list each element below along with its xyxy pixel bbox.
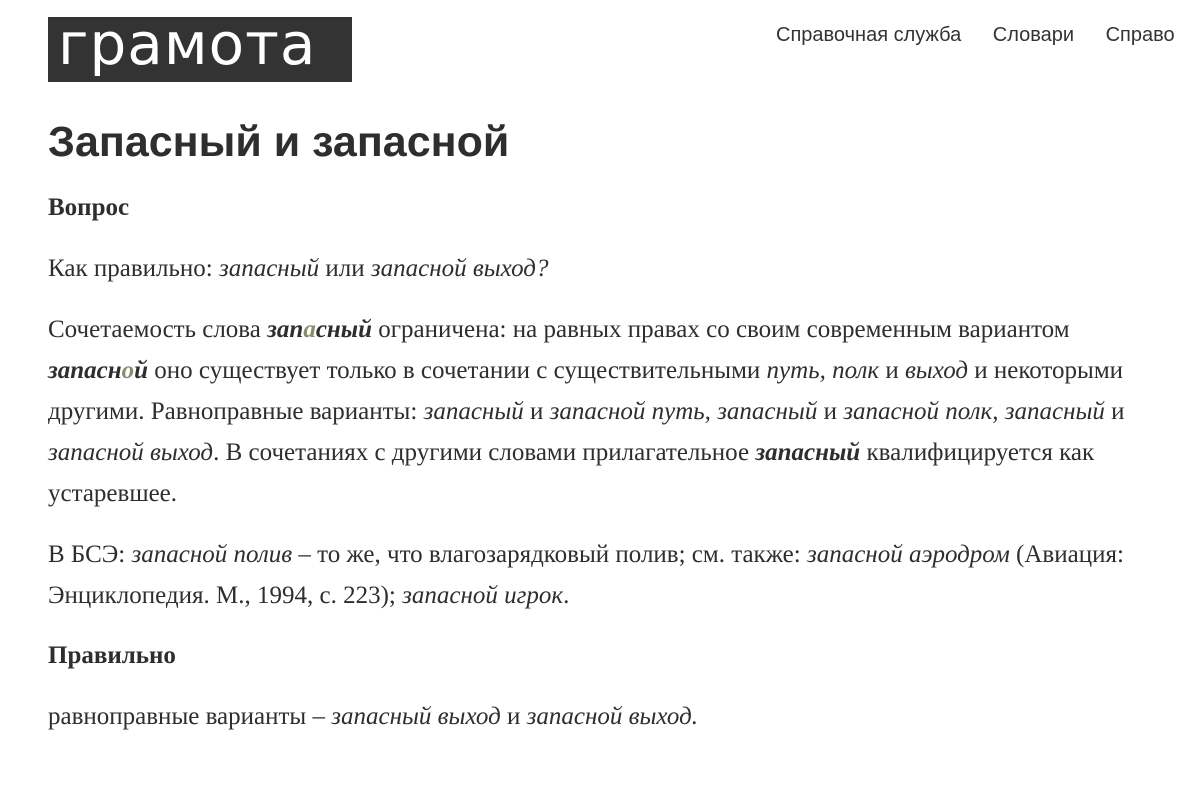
text: и <box>817 398 844 425</box>
example: путь, <box>766 357 826 384</box>
question-text <box>48 248 1148 289</box>
example: запасной игрок <box>402 582 564 609</box>
stressed-word <box>267 316 372 343</box>
question-lead: Как правильно: <box>48 255 219 282</box>
question-option-2: запасной выход? <box>370 255 549 282</box>
example: выход <box>904 357 969 384</box>
word-part: сный <box>315 316 373 343</box>
word-part: зап <box>267 316 304 343</box>
word-part: запасн <box>48 357 122 384</box>
site-logo[interactable]: грамота <box>48 17 352 82</box>
answer-paragraph-2 <box>48 534 1148 616</box>
example: запасной выход <box>48 439 214 466</box>
top-nav <box>776 24 1201 47</box>
question-heading: Вопрос <box>48 194 130 221</box>
example: запасный выход <box>331 703 501 730</box>
text: и <box>523 398 550 425</box>
stressed-vowel: а <box>303 316 316 343</box>
stressed-word <box>48 357 148 384</box>
text: и некоторыми другими. Равноправные варианты: <box>48 357 1124 425</box>
nav-item-dictionaries[interactable]: Словари <box>992 24 1075 46</box>
text: В БСЭ: <box>48 541 132 568</box>
text: ограничена: на равных правах со своим современным вариантом <box>372 316 1070 343</box>
text: и <box>500 703 527 730</box>
example: запасной выход. <box>526 703 698 730</box>
text: . <box>563 582 570 609</box>
text: Сочетаемость слова <box>48 316 268 343</box>
answer-paragraph-1 <box>48 309 1148 514</box>
text: – то же, что влагозарядковый полив; см. также: <box>292 541 807 568</box>
nav-item-reference-truncated[interactable]: Справо <box>1105 24 1175 46</box>
bold-word: запасный <box>755 439 861 466</box>
text: квалифицируется как устаревшее. <box>48 439 1095 507</box>
text: равноправные варианты – <box>48 703 332 730</box>
example: запасный <box>423 398 524 425</box>
example: запасной путь, запасный <box>549 398 818 425</box>
text: (Авиация: Энциклопедия. М., 1994, с. 223); <box>48 541 1124 609</box>
example: запасной полк, запасный <box>843 398 1105 425</box>
page-title: Запасный и запасной <box>48 118 510 166</box>
correct-heading: Правильно <box>48 642 176 669</box>
stressed-vowel: о <box>121 357 135 384</box>
word-part: й <box>134 357 149 384</box>
text: и <box>1104 398 1125 425</box>
question-option-1: запасный <box>218 255 320 282</box>
example: запасной полив <box>131 541 293 568</box>
text: и <box>879 357 905 384</box>
article <box>48 112 1148 737</box>
question-or: или <box>319 255 371 282</box>
example: запасной аэродром <box>806 541 1010 568</box>
text: . В сочетаниях с другими словами прилагательное <box>213 439 756 466</box>
correct-answer <box>48 696 1148 737</box>
text: оно существует только в сочетании с существительными <box>148 357 767 384</box>
example: полк <box>832 357 880 384</box>
nav-item-reference-service[interactable]: Справочная служба <box>776 24 962 46</box>
